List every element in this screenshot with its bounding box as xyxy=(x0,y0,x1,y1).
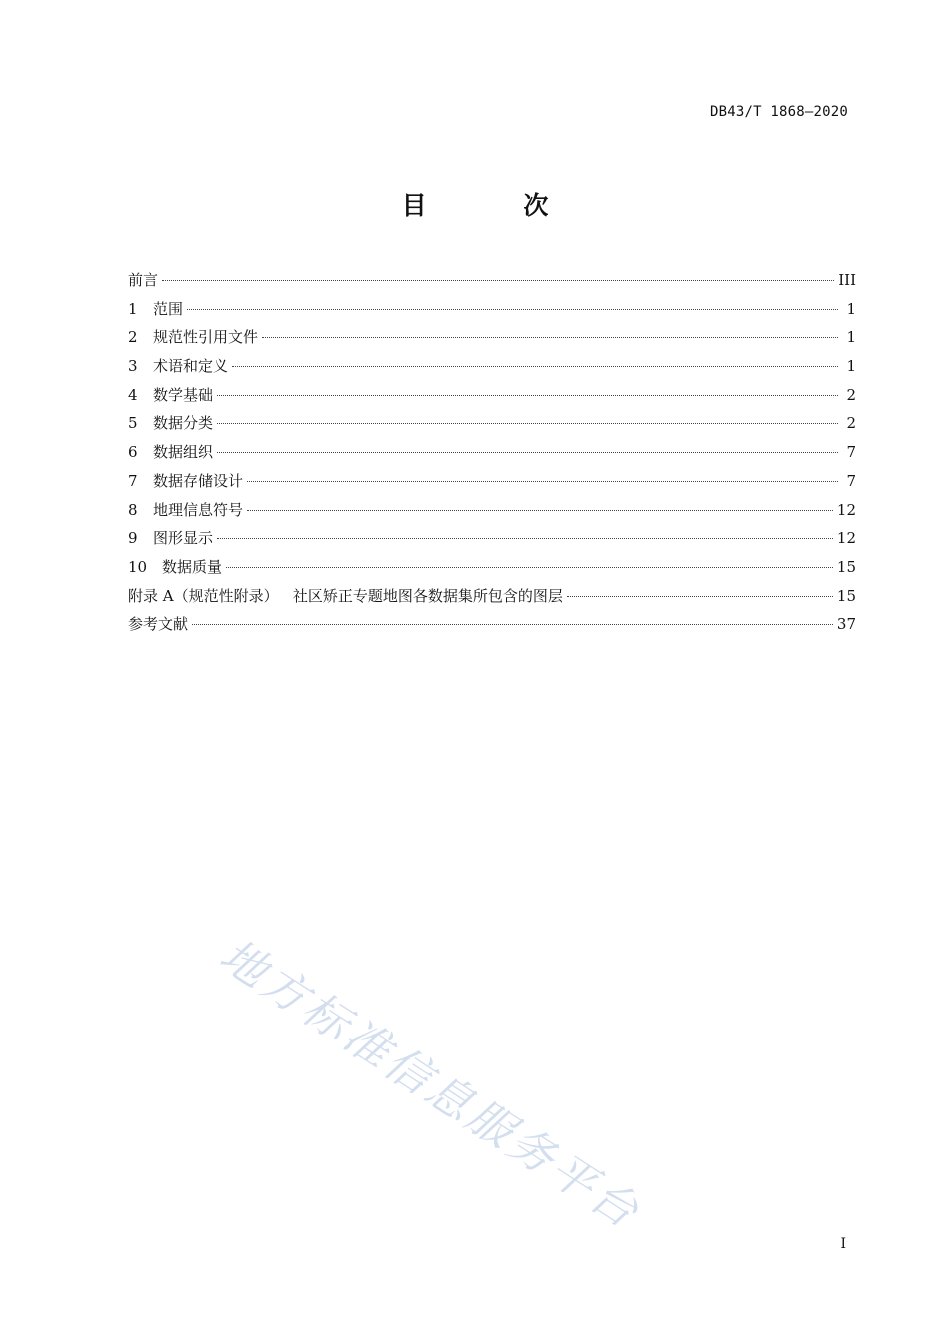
toc-leader-dots xyxy=(217,423,838,424)
toc-entry-number: 9 xyxy=(128,529,138,548)
toc-entry-page: 15 xyxy=(836,557,856,576)
toc-entry-label: 术语和定义 xyxy=(153,357,229,376)
toc-entry-page: 1 xyxy=(846,328,856,347)
page-number: I xyxy=(840,1236,846,1252)
toc-leader-dots xyxy=(217,538,833,539)
toc-leader-dots xyxy=(567,596,833,597)
toc-entry-data-classification[interactable] xyxy=(128,409,856,438)
toc-leader-dots xyxy=(217,452,838,453)
toc-entry-page: 12 xyxy=(836,529,856,548)
toc-entry-mathematical-basis[interactable] xyxy=(128,381,856,410)
table-of-contents xyxy=(128,266,856,639)
toc-entry-graphic-display[interactable] xyxy=(128,524,856,553)
toc-entry-page: 2 xyxy=(846,414,856,433)
toc-entry-bibliography[interactable] xyxy=(128,610,856,639)
toc-entry-number: 2 xyxy=(128,328,138,347)
toc-entry-number: 1 xyxy=(128,299,138,318)
toc-entry-label: 数学基础 xyxy=(153,385,214,404)
toc-entry-number: 7 xyxy=(128,471,138,490)
watermark: 地方标准信息服务平台 xyxy=(210,928,651,1240)
toc-entry-data-storage-design[interactable] xyxy=(128,467,856,496)
toc-entry-page: 7 xyxy=(846,443,856,462)
toc-entry-page: 1 xyxy=(846,299,856,318)
toc-entry-page: 12 xyxy=(836,500,856,519)
toc-leader-dots xyxy=(232,366,838,367)
toc-entry-number: 10 xyxy=(128,557,148,576)
toc-entry-scope[interactable] xyxy=(128,295,856,324)
toc-entry-foreword[interactable] xyxy=(128,266,856,295)
toc-entry-label: 数据质量 xyxy=(162,557,223,576)
toc-entry-number: 3 xyxy=(128,357,138,376)
toc-entry-page: 2 xyxy=(846,385,856,404)
toc-entry-data-quality[interactable] xyxy=(128,553,856,582)
toc-entry-label: 规范性引用文件 xyxy=(153,328,259,347)
page-title: 目 次 xyxy=(401,191,593,220)
toc-leader-dots xyxy=(162,280,834,281)
toc-entry-number: 6 xyxy=(128,443,138,462)
toc-leader-dots xyxy=(217,395,838,396)
toc-entry-label: 附录 A（规范性附录） 社区矫正专题地图各数据集所包含的图层 xyxy=(128,586,563,605)
toc-leader-dots xyxy=(247,481,838,482)
toc-entry-page: III xyxy=(838,271,856,289)
toc-entry-page: 37 xyxy=(836,615,856,634)
toc-leader-dots xyxy=(247,510,833,511)
toc-entry-label: 数据组织 xyxy=(153,443,214,462)
toc-entry-label: 参考文献 xyxy=(128,615,189,634)
toc-entry-page: 7 xyxy=(846,471,856,490)
toc-entry-geographic-symbols[interactable] xyxy=(128,496,856,525)
toc-entry-number: 8 xyxy=(128,500,138,519)
toc-entry-label: 范围 xyxy=(153,299,184,318)
toc-entry-appendix-a[interactable] xyxy=(128,582,856,611)
toc-entry-number: 5 xyxy=(128,414,138,433)
toc-leader-dots xyxy=(226,567,833,568)
toc-entry-label: 前言 xyxy=(128,271,159,289)
toc-leader-dots xyxy=(262,337,838,338)
toc-entry-page: 1 xyxy=(846,357,856,376)
toc-entry-normative-references[interactable] xyxy=(128,323,856,352)
toc-entry-page: 15 xyxy=(836,586,856,605)
toc-entry-label: 数据分类 xyxy=(153,414,214,433)
toc-leader-dots xyxy=(187,309,838,310)
toc-entry-terms-definitions[interactable] xyxy=(128,352,856,381)
toc-entry-data-organization[interactable] xyxy=(128,438,856,467)
toc-entry-label: 地理信息符号 xyxy=(153,500,244,519)
toc-entry-number: 4 xyxy=(128,385,138,404)
toc-leader-dots xyxy=(192,624,833,625)
toc-entry-label: 数据存储设计 xyxy=(153,471,244,490)
toc-entry-label: 图形显示 xyxy=(153,529,214,548)
standard-number: DB43/T 1868—2020 xyxy=(709,104,848,120)
